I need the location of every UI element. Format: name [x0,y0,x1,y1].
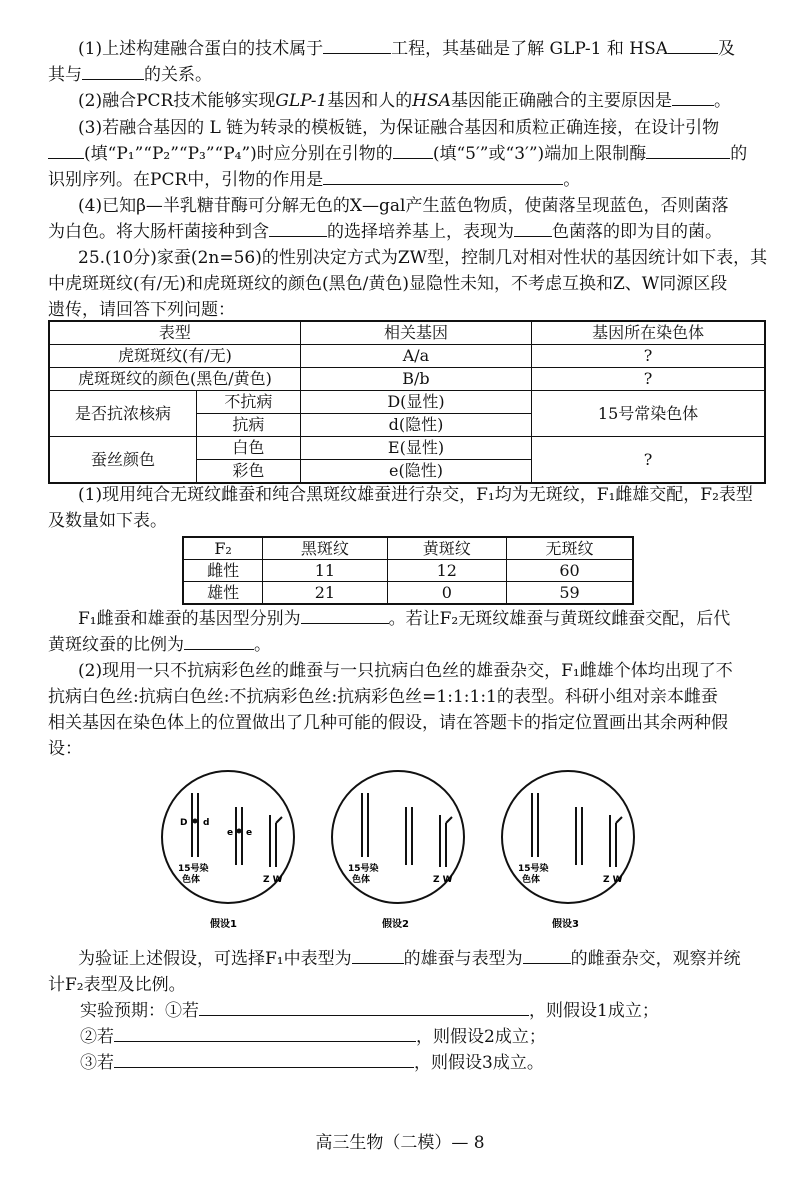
table-cell: e(隐性) [300,460,531,484]
table-cell: 不抗病 [197,391,301,414]
q25-intro-3: 遗传，请回答下列问题： [48,300,235,320]
q4-part3-cont2: 识别序列。在PCR中，引物的作用是 。 [48,170,581,190]
allele-label-e1: e [227,828,234,838]
hypothesis-3-circle [502,771,634,930]
table-cell: d(隐性) [300,414,531,437]
hypothesis-1-label: 假设1 [210,919,237,930]
hypothesis-1-circle [162,771,294,930]
table-header: F₂ [183,537,263,560]
table-header: 黑斑纹 [263,537,387,560]
q25-part1-q: F₁雌蚕和雄蚕的基因型分别为 。若让F₂无斑纹雄蚕与黄斑纹雌蚕交配，后代 [78,609,731,629]
table-cell: 是否抗浓核病 [49,391,197,437]
table-cell: 11 [263,560,387,582]
table-row [49,321,765,345]
gene-table [48,320,766,484]
table-cell: 抗病 [197,414,301,437]
table-row [49,437,765,460]
zw-label: Z W [433,875,453,885]
table-cell: 0 [387,582,506,605]
table-cell: 白色 [197,437,301,460]
table-header: 相关基因 [300,321,531,345]
table-cell: 59 [507,582,633,605]
table-header: 无斑纹 [507,537,633,560]
q25-verify: 为验证上述假设，可选择F₁中表型为 的雄蚕与表型为 的雌蚕杂交，观察并统 [78,949,741,969]
q25-part2-cont2: 相关基因在染色体上的位置做出了几种可能的假设，请在答题卡的指定位置画出其余两种假 [48,713,728,733]
chrom-label: 色体 [352,875,371,885]
table-cell: 蚕丝颜色 [49,437,197,484]
allele-label-e2: e [246,828,253,838]
zw-label: Z W [263,875,283,885]
q4-part1: (1)上述构建融合蛋白的技术属于 工程，其基础是了解 GLP-1 和 HSA 及 [78,39,735,59]
table-cell: 彩色 [197,460,301,484]
table-header: 表型 [49,321,300,345]
q4-part4: (4)已知β—半乳糖苷酶可分解无色的X—gal产生蓝色物质，使菌落呈现蓝色，否则菌落 [78,196,729,216]
q25-part1-cont: 及数量如下表。 [48,511,167,531]
chrom-label: 色体 [182,875,201,885]
q25-intro: 25.(10分)家蚕(2n=56)的性别决定方式为ZW型，控制几对相对性状的基因统计如下表，其 [78,248,768,268]
table-cell: ? [532,368,765,391]
table-header: 黄斑纹 [387,537,506,560]
expectation-3: ③若 ，则假设3成立。 [80,1053,544,1073]
q25-part1-q2: 黄斑纹蚕的比例为 。 [48,635,271,655]
q4-part1-cont: 其与 的关系。 [48,65,212,85]
q25-part2-cont3: 设： [48,739,82,759]
expectation-1: 实验预期：①若 ，则假设1成立； [80,1001,659,1021]
table-cell: 12 [387,560,506,582]
table-cell: B/b [300,368,531,391]
zw-label: Z W [603,875,623,885]
page-footer: 高三生物（二模）— 8 [315,1133,485,1153]
table-cell: E(显性) [300,437,531,460]
table-header: 基因所在染色体 [532,321,765,345]
table-row [183,560,633,582]
expectation-2: ②若 ，则假设2成立； [80,1027,546,1047]
q25-intro-2: 中虎斑斑纹(有/无)和虎斑斑纹的颜色(黑色/黄色)显隐性未知，不考虑互换和Z、W同源区段 [48,274,728,294]
allele-label-d: d [203,818,210,828]
hypothesis-3-label: 假设3 [552,919,579,930]
table-cell: 虎斑斑纹的颜色(黑色/黄色) [49,368,300,391]
q4-part2: (2)融合PCR技术能够实现GLP-1基因和人的HSA基因能正确融合的主要原因是 。 [78,91,732,111]
q25-verify-cont: 计F₂表型及比例。 [48,975,186,995]
table-cell: 21 [263,582,387,605]
table-row [49,368,765,391]
hypothesis-2-circle [332,771,464,930]
q4-part4-cont: 为白色。将大肠杆菌接种到含 的选择培养基上，表现为 色菌落的即为目的菌。 [48,222,722,242]
table-cell: D(显性) [300,391,531,414]
table-row [49,391,765,414]
q25-part2-cont: 抗病白色丝:抗病白色丝:不抗病彩色丝:抗病彩色丝=1:1:1:1的表型。科研小组对亲本雌蚕 [48,687,718,707]
table-row [49,345,765,368]
table-cell: 虎斑斑纹(有/无) [49,345,300,368]
chrom-label: 15号染 [518,864,549,874]
hypothesis-2-label: 假设2 [382,919,409,930]
q25-part2: (2)现用一只不抗病彩色丝的雌蚕与一只抗病白色丝的雄蚕杂交，F₁雌雄个体均出现了不 [78,661,733,681]
q4-part3: (3)若融合基因的 L 链为转录的模板链，为保证融合基因和质粒正确连接，在设计引物 [78,118,720,138]
q25-part1: (1)现用纯合无斑纹雌蚕和纯合黑斑纹雄蚕进行杂交，F₁均为无斑纹，F₁雌雄交配，F₂表型 [78,485,753,505]
table-cell: 15号常染色体 [532,391,765,437]
chrom-label: 15号染 [348,864,379,874]
allele-label-D: D [180,818,188,828]
table-cell: 60 [507,560,633,582]
hypothesis-diagrams [150,765,650,935]
table-cell: A/a [300,345,531,368]
q4-part3-cont: (填“P₁”“P₂”“P₃”“P₄”)时应分别在引物的 (填“5′”或“3′”)端加上限制酶 的 [48,143,747,165]
table-cell: ? [532,437,765,484]
table-row [183,582,633,605]
table-cell: ? [532,345,765,368]
chrom-label: 15号染 [178,864,209,874]
table-cell: 雌性 [183,560,263,582]
table-row [183,537,633,560]
f2-table [182,536,634,605]
chrom-label: 色体 [522,875,541,885]
table-cell: 雄性 [183,582,263,605]
